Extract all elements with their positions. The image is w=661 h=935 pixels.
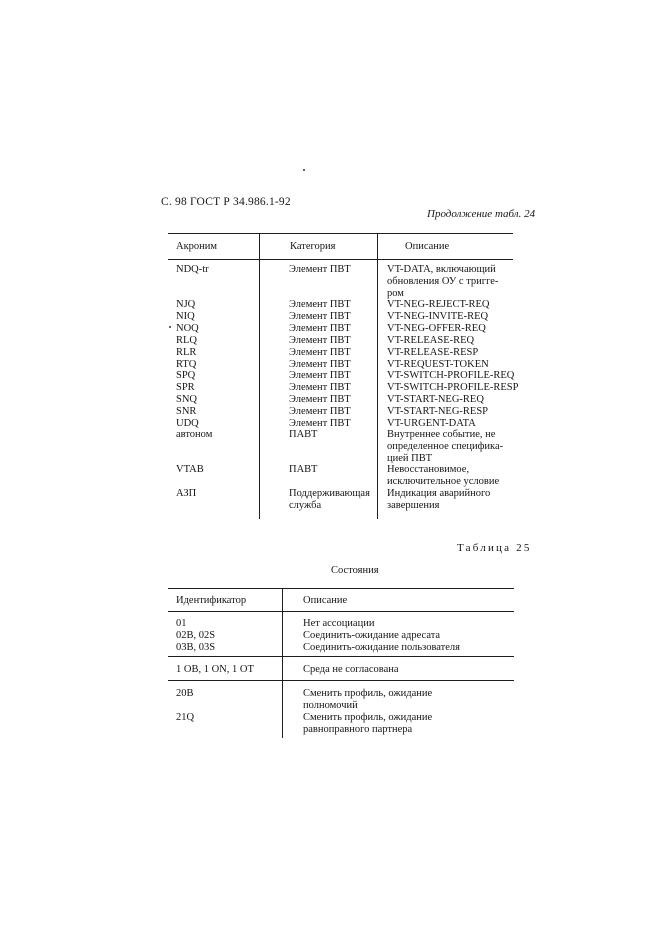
table-continuation-label: Продолжение табл. 24 — [427, 208, 536, 220]
table-top-rule — [168, 233, 513, 234]
table-row-category — [289, 394, 351, 406]
table-row-category — [289, 406, 351, 418]
table-row-category-line: Поддерживающая — [289, 488, 370, 499]
table-row-description-line: Индикация аварийного — [387, 488, 491, 499]
table-row-description-line: завершения — [387, 499, 440, 511]
table-row-category — [289, 335, 351, 347]
table-row-category-line: Элемент ПВТ — [289, 382, 351, 393]
column-header-identifier: Идентификатор — [176, 595, 247, 606]
table-row-acronym — [176, 264, 209, 276]
table-header-rule — [168, 259, 513, 260]
column-header-category: Категория — [290, 241, 336, 252]
table-row-category-line: ПАВТ — [289, 429, 318, 440]
table-row-description-line: Сменить профиль, ожидание — [303, 688, 433, 699]
table-row-description — [303, 688, 432, 712]
table-row-description-line: обновления ОУ с тригге- — [387, 275, 499, 287]
table-row-description-line: VT-SWITCH-PROFILE-REQ — [387, 370, 515, 381]
table-row-category — [289, 382, 351, 394]
column-header-description: Описание — [303, 595, 348, 606]
table-row-description-line: VT-SWITCH-PROFILE-RESP — [387, 382, 519, 393]
table-row-acronym — [176, 323, 199, 335]
table-row-description-line: VT-START-NEG-REQ — [387, 394, 484, 405]
table-row-identifier — [176, 664, 254, 676]
table-row-identifier-line: 1 OB, 1 ON, 1 OT — [176, 664, 254, 675]
table-row-description — [387, 311, 488, 323]
table-row-description-line: Среда не согласована — [303, 664, 399, 675]
table-row-identifier — [176, 688, 194, 700]
table-row-identifier — [176, 618, 187, 630]
table-row-description-line: полномочий — [303, 699, 358, 711]
table-row-description — [387, 299, 489, 311]
table-row-acronym-line: RLR — [176, 347, 197, 358]
table-row-category-line: Элемент ПВТ — [289, 311, 351, 322]
table-row-acronym-line: SNR — [176, 406, 197, 417]
table-row-description-line: VT-RELEASE-RESP — [387, 347, 479, 358]
table-row-description-line: Соединить-ожидание адресата — [303, 630, 441, 641]
table-row-category-line: ПАВТ — [289, 464, 318, 475]
table-row-description-line: цией ПВТ — [387, 452, 433, 464]
table-row-category — [289, 347, 351, 359]
table-row-description-line: VT-URGENT-DATA — [387, 418, 476, 429]
table-row-category-line: Элемент ПВТ — [289, 299, 351, 310]
table-row-description — [387, 488, 490, 512]
table-row-category-line: Элемент ПВТ — [289, 418, 351, 429]
table-row-description-line: Невосстановимое, — [387, 464, 470, 475]
table-row-category-line: Элемент ПВТ — [289, 406, 351, 417]
table-row-description — [387, 429, 503, 464]
table-row-acronym — [176, 394, 197, 406]
table-row-description-line: VT-RELEASE-REQ — [387, 335, 475, 346]
table-row-rule — [168, 680, 514, 681]
table-row-description — [387, 406, 488, 418]
table-25-label: Таблица 25 — [457, 542, 532, 554]
table-row-identifier-line: 03B, 03S — [176, 642, 216, 653]
table-row-description — [387, 394, 484, 406]
table-row-acronym — [176, 347, 196, 359]
table-row-rule — [168, 656, 514, 657]
table-row-category-line: Элемент ПВТ — [289, 323, 351, 334]
table-row-description — [387, 464, 499, 488]
table-row-description-line: VT-REQUEST-TOKEN — [387, 359, 489, 370]
scan-speck — [303, 169, 305, 171]
table-row-description — [387, 370, 514, 382]
table-row-category — [289, 323, 351, 335]
table-row-description-line: исключительное условие — [387, 475, 500, 487]
table-row-acronym — [176, 406, 196, 418]
table-row-identifier-line: 02B, 02S — [176, 630, 216, 641]
table-row-description — [303, 642, 460, 654]
table-row-identifier-line: 01 — [176, 618, 187, 629]
table-row-acronym-line: автоном — [176, 429, 213, 440]
table-row-description — [303, 664, 399, 676]
table-row-category — [289, 264, 351, 276]
table-row-category — [289, 464, 317, 476]
table-row-category-line: Элемент ПВТ — [289, 394, 351, 405]
table-row-category-line: Элемент ПВТ — [289, 347, 351, 358]
scan-speck — [169, 326, 171, 328]
table-row-acronym-line: NJQ — [176, 299, 196, 310]
table-row-description-line: определенное специфика- — [387, 440, 504, 452]
table-row-acronym-line: SNQ — [176, 394, 198, 405]
table-row-category — [289, 311, 351, 323]
table-row-description — [387, 323, 486, 335]
table-row-category — [289, 299, 351, 311]
table-row-description-line: ром — [387, 287, 404, 299]
table-row-description-line: Нет ассоциации — [303, 618, 375, 629]
page-header: С. 98 ГОСТ Р 34.986.1-92 — [161, 196, 291, 208]
table-row-category-line: Элемент ПВТ — [289, 335, 351, 346]
column-divider — [377, 233, 378, 519]
table-row-category — [289, 488, 370, 512]
table-row-identifier-line: 21Q — [176, 712, 195, 723]
column-header-acronym: Акроним — [176, 241, 218, 252]
table-row-acronym-line: NDQ-tr — [176, 264, 209, 275]
table-row-description — [387, 264, 498, 299]
table-row-description-line: VT-NEG-REJECT-REQ — [387, 299, 490, 310]
column-divider — [282, 588, 283, 738]
table-row-category-line: Элемент ПВТ — [289, 264, 351, 275]
column-header-description: Описание — [405, 241, 450, 252]
table-row-acronym — [176, 464, 204, 476]
table-row-acronym — [176, 335, 197, 347]
table-row-description — [303, 630, 440, 642]
table-row-category — [289, 370, 351, 382]
table-row-description — [303, 712, 432, 736]
table-row-acronym-line: RTQ — [176, 359, 197, 370]
table-row-acronym-line: SPQ — [176, 370, 196, 381]
table-row-acronym-line: АЗП — [176, 488, 197, 499]
table-row-description-line: VT-NEG-OFFER-REQ — [387, 323, 486, 334]
table-row-acronym-line: SPR — [176, 382, 195, 393]
table-row-description-line: Сменить профиль, ожидание — [303, 712, 433, 723]
table-row-acronym-line: NOQ — [176, 323, 199, 334]
table-row-acronym — [176, 311, 195, 323]
table-row-acronym — [176, 299, 195, 311]
table-row-description-line: VT-DATA, включающий — [387, 264, 496, 275]
table-row-acronym — [176, 488, 196, 500]
table-row-identifier-line: 20B — [176, 688, 194, 699]
table-row-acronym — [176, 429, 212, 441]
table-row-category-line: служба — [289, 499, 322, 511]
table-header-rule — [168, 611, 514, 612]
table-row-acronym — [176, 382, 195, 394]
table-row-description — [387, 347, 478, 359]
table-row-description-line: Соединить-ожидание пользователя — [303, 642, 460, 653]
table-top-rule — [168, 588, 514, 589]
table-row-description-line: VT-START-NEG-RESP — [387, 406, 489, 417]
table-row-acronym-line: VTAB — [176, 464, 204, 475]
table-row-acronym-line: NIQ — [176, 311, 195, 322]
table-row-description-line: Внутреннее событие, не — [387, 429, 496, 440]
table-row-category-line: Элемент ПВТ — [289, 359, 351, 370]
column-divider — [259, 233, 260, 519]
table-row-identifier — [176, 630, 215, 642]
table-row-category — [289, 429, 317, 441]
table-row-acronym-line: RLQ — [176, 335, 197, 346]
table-row-acronym-line: UDQ — [176, 418, 199, 429]
table-row-description — [303, 618, 374, 630]
table-row-description-line: VT-NEG-INVITE-REQ — [387, 311, 489, 322]
table-row-description — [387, 335, 474, 347]
table-row-category-line: Элемент ПВТ — [289, 370, 351, 381]
table-25-caption: Состояния — [331, 565, 379, 576]
table-row-description — [387, 382, 518, 394]
table-row-identifier — [176, 712, 194, 724]
table-row-description-line: равноправного партнера — [303, 723, 413, 735]
table-row-identifier — [176, 642, 215, 654]
table-row-acronym — [176, 370, 195, 382]
